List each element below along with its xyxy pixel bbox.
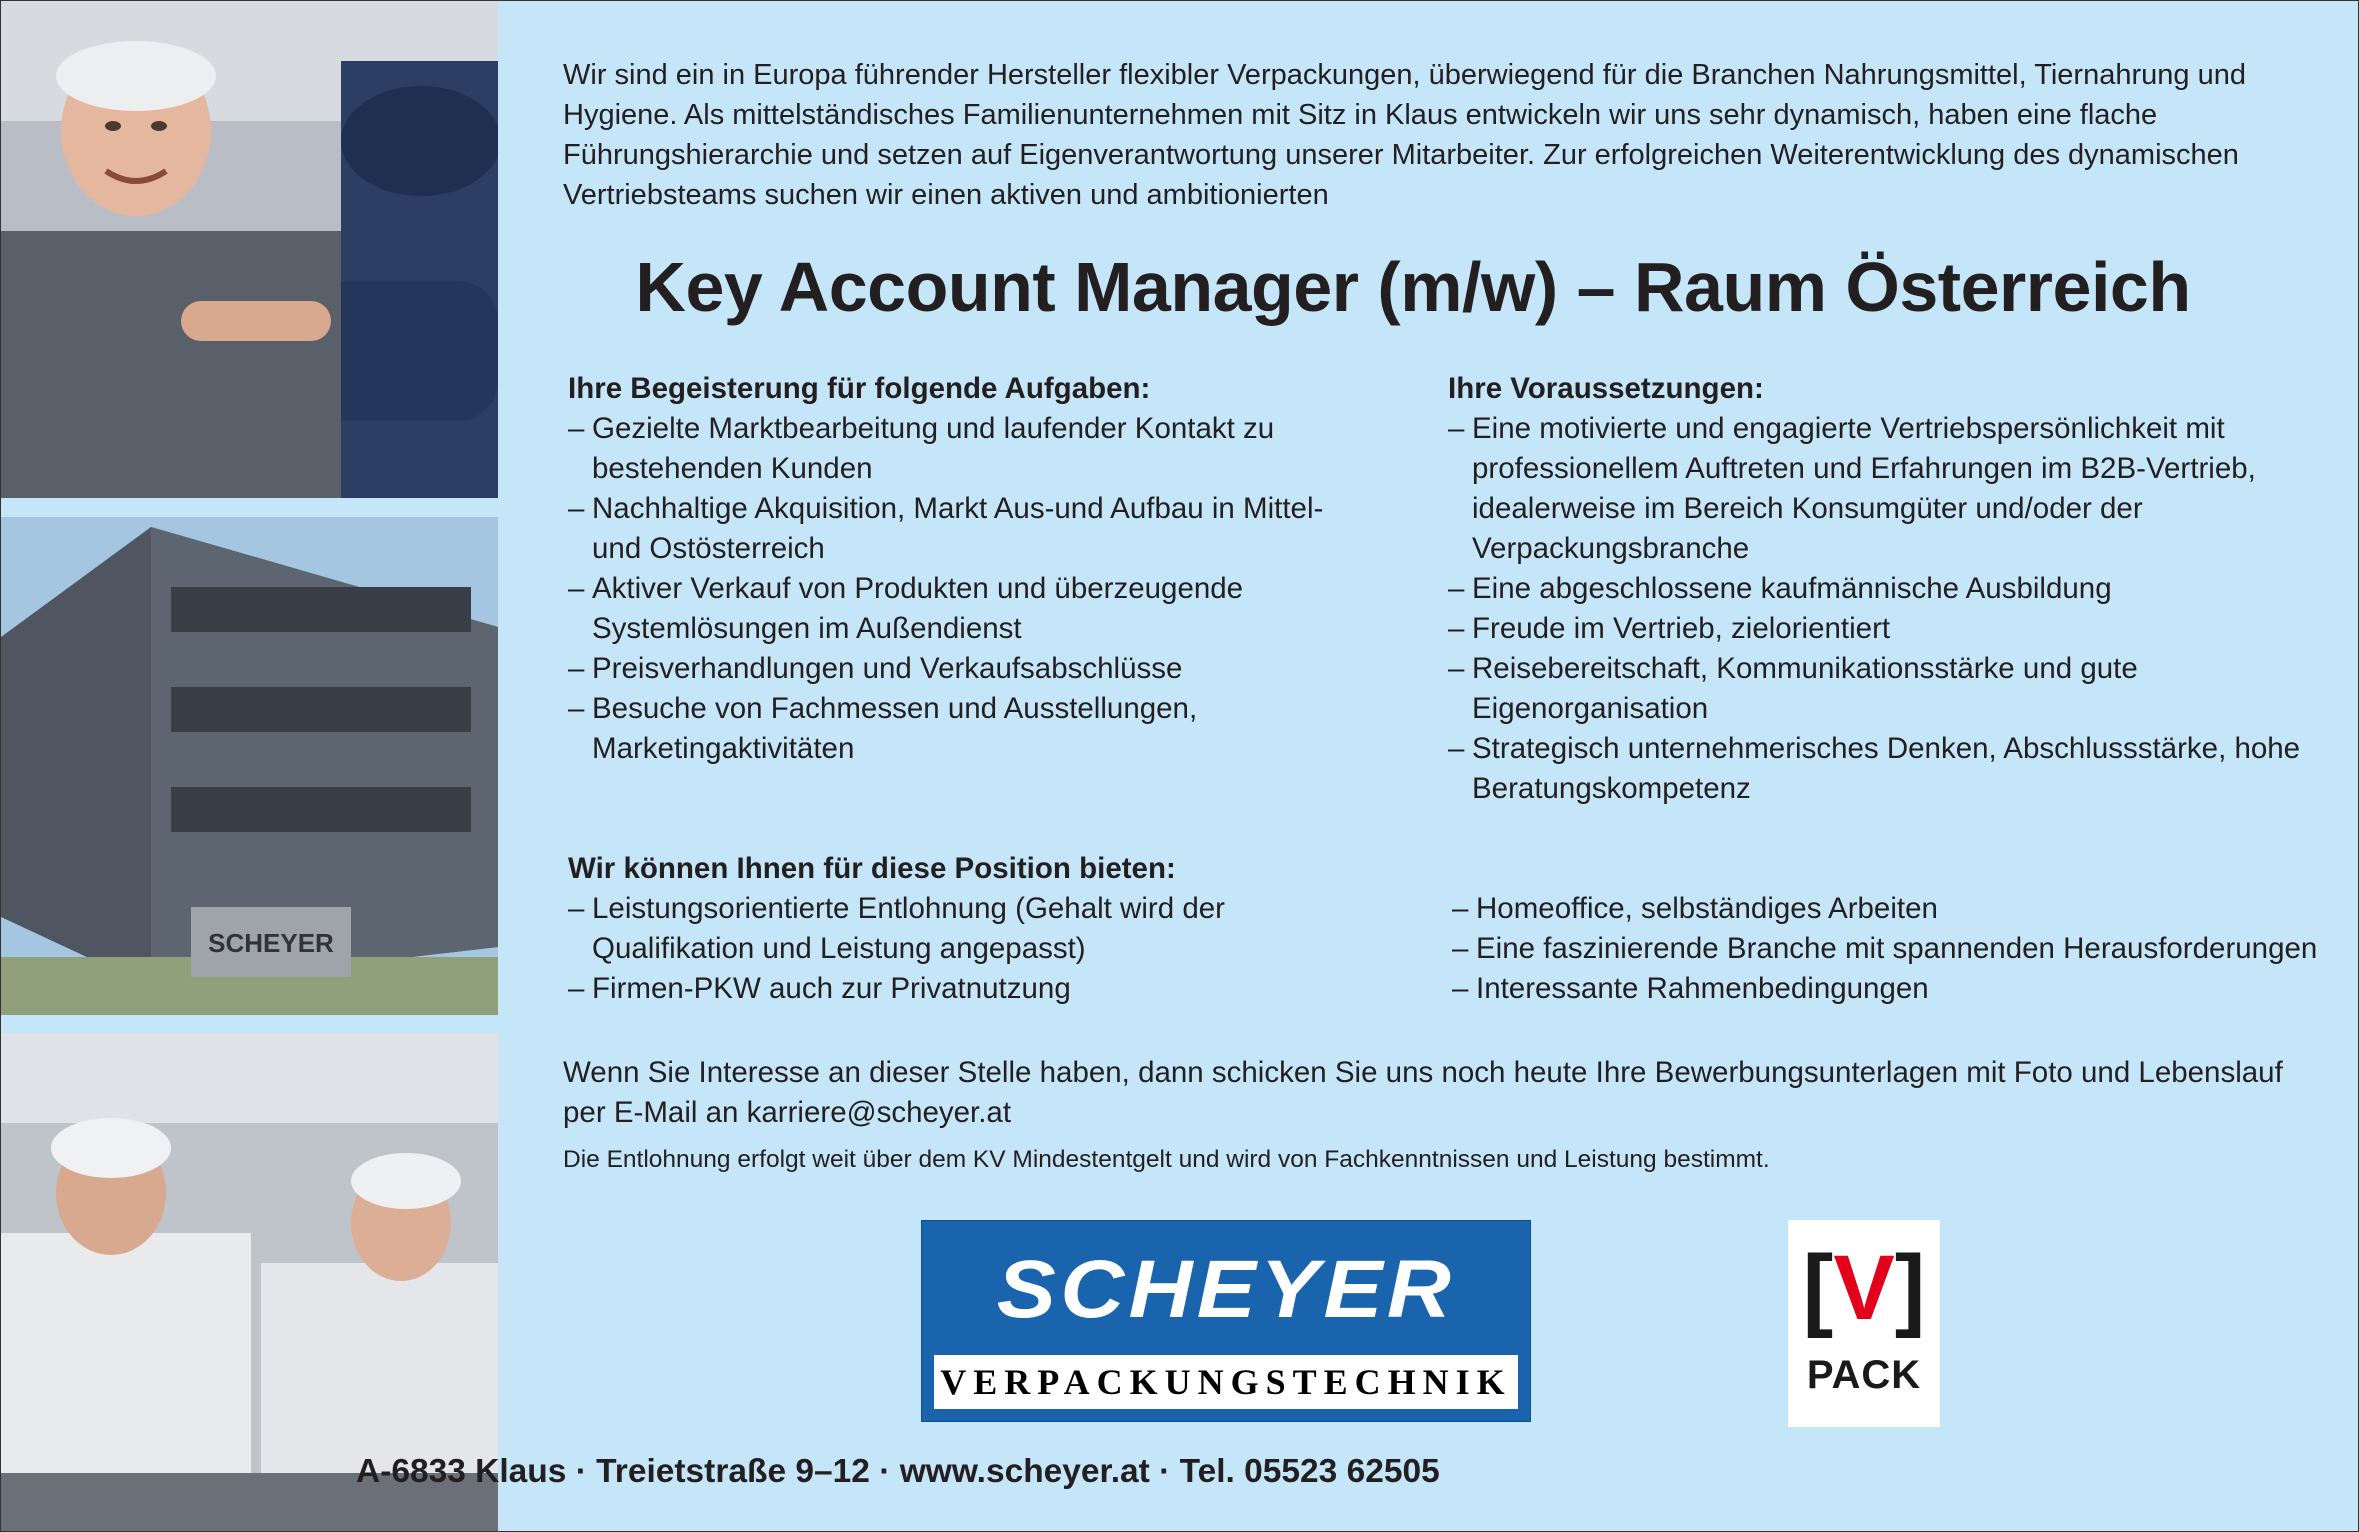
list-item: – Gezielte Marktbearbeitung und laufender Kontakt zu bestehenden Kunden: [568, 409, 1328, 489]
offer-list-right: [1452, 889, 2332, 1009]
requirements-section: [1448, 369, 2308, 809]
contact-paragraph: Wenn Sie Interesse an dieser Stelle haben, dann schicken Sie uns noch heute Ihre Bewerbungsunterlagen mit Foto und Lebenslauf per E-Mail an karriere@scheyer.at: [563, 1056, 2283, 1129]
vpack-logo: [1788, 1220, 1940, 1427]
list-item: – Reisebereitschaft, Kommunikationsstärke und gute Eigenorganisation: [1448, 649, 2308, 729]
footer-address: A-6833 Klaus · Treietstraße 9–12 · www.scheyer.at · Tel. 05523 62505: [356, 1453, 1440, 1490]
scheyer-logo-subtitle: VERPACKUNGSTECHNIK: [940, 1362, 1512, 1402]
list-item: – Eine motivierte und engagierte Vertriebspersönlichkeit mit professionellem Auftreten und Erfahrungen im B2B-Vertrieb, idealerweise im Bereich Konsumgüter und/oder der Verpackungsbranche: [1448, 409, 2308, 569]
list-item: – Eine abgeschlossene kaufmännische Ausbildung: [1448, 569, 2308, 609]
tasks-list: [568, 409, 1328, 769]
requirements-list: [1448, 409, 2308, 809]
photo-scheyer-building: [1, 517, 498, 1015]
list-item: – Preisverhandlungen und Verkaufsabschlüsse: [568, 649, 1328, 689]
tasks-section: [568, 369, 1328, 769]
vpack-logo-text: PACK: [1806, 1353, 1922, 1397]
list-item: – Freude im Vertrieb, zielorientiert: [1448, 609, 2308, 649]
list-item: – Besuche von Fachmessen und Ausstellungen, Marketingaktivitäten: [568, 689, 1328, 769]
offer-list-left: [568, 889, 1328, 1009]
vpack-bracket-open: [: [1802, 1237, 1834, 1339]
list-item: – Interessante Rahmenbedingungen: [1452, 969, 2332, 1009]
job-title: Key Account Manager (m/w) – Raum Österreich: [635, 248, 2191, 326]
list-item: – Homeoffice, selbständiges Arbeiten: [1452, 889, 2332, 929]
vpack-v-letter: V: [1833, 1237, 1895, 1339]
list-item: – Nachhaltige Akquisition, Markt Aus-und Aufbau in Mittel- und Ostösterreich: [568, 489, 1328, 569]
scheyer-logo-brand: SCHEYER: [996, 1244, 1456, 1335]
list-item: – Aktiver Verkauf von Produkten und überzeugende Systemlösungen im Außendienst: [568, 569, 1328, 649]
offer-section: [568, 849, 1328, 1009]
scheyer-logo-subbar: [934, 1355, 1518, 1409]
building-sign-text: SCHEYER: [208, 928, 334, 958]
vpack-logo-mark: [1788, 1238, 1940, 1338]
list-item: – Eine faszinierende Branche mit spannenden Herausforderungen: [1452, 929, 2332, 969]
offer-section-right: [1452, 889, 2332, 1009]
list-item: – Strategisch unternehmerisches Denken, Abschlussstärke, hohe Beratungskompetenz: [1448, 729, 2308, 809]
list-item: – Firmen-PKW auch zur Privatnutzung: [568, 969, 1328, 1009]
tasks-heading: Ihre Begeisterung für folgende Aufgaben:: [568, 372, 1151, 405]
salary-note: Die Entlohnung erfolgt weit über dem KV Mindestentgelt und wird von Fachkenntnissen und Leistung bestimmt.: [563, 1146, 1770, 1173]
vpack-bracket-close: ]: [1894, 1237, 1926, 1339]
intro-paragraph: Wir sind ein in Europa führender Hersteller flexibler Verpackungen, überwiegend für die Branchen Nahrungsmittel, Tiernahrung und Hygiene. Als mittelständisches Familienunternehmen mit Sitz in Klaus entwickeln wir uns sehr dynamisch, haben eine flache Führungshierarchie und setzen auf Eigenverantwortung unserer Mitarbeiter. Zur erfolgreichen Weiterentwicklung des dynamischen Vertriebsteams suchen wir einen aktiven und ambitionierten: [563, 59, 2246, 211]
requirements-heading: Ihre Voraussetzungen:: [1448, 372, 1764, 405]
list-item: – Leistungsorientierte Entlohnung (Gehalt wird der Qualifikation und Leistung angepasst): [568, 889, 1328, 969]
scheyer-logo: [921, 1220, 1531, 1422]
photo-worker-with-film-roll: [1, 1, 498, 498]
offer-heading: Wir können Ihnen für diese Position bieten:: [568, 852, 1176, 885]
